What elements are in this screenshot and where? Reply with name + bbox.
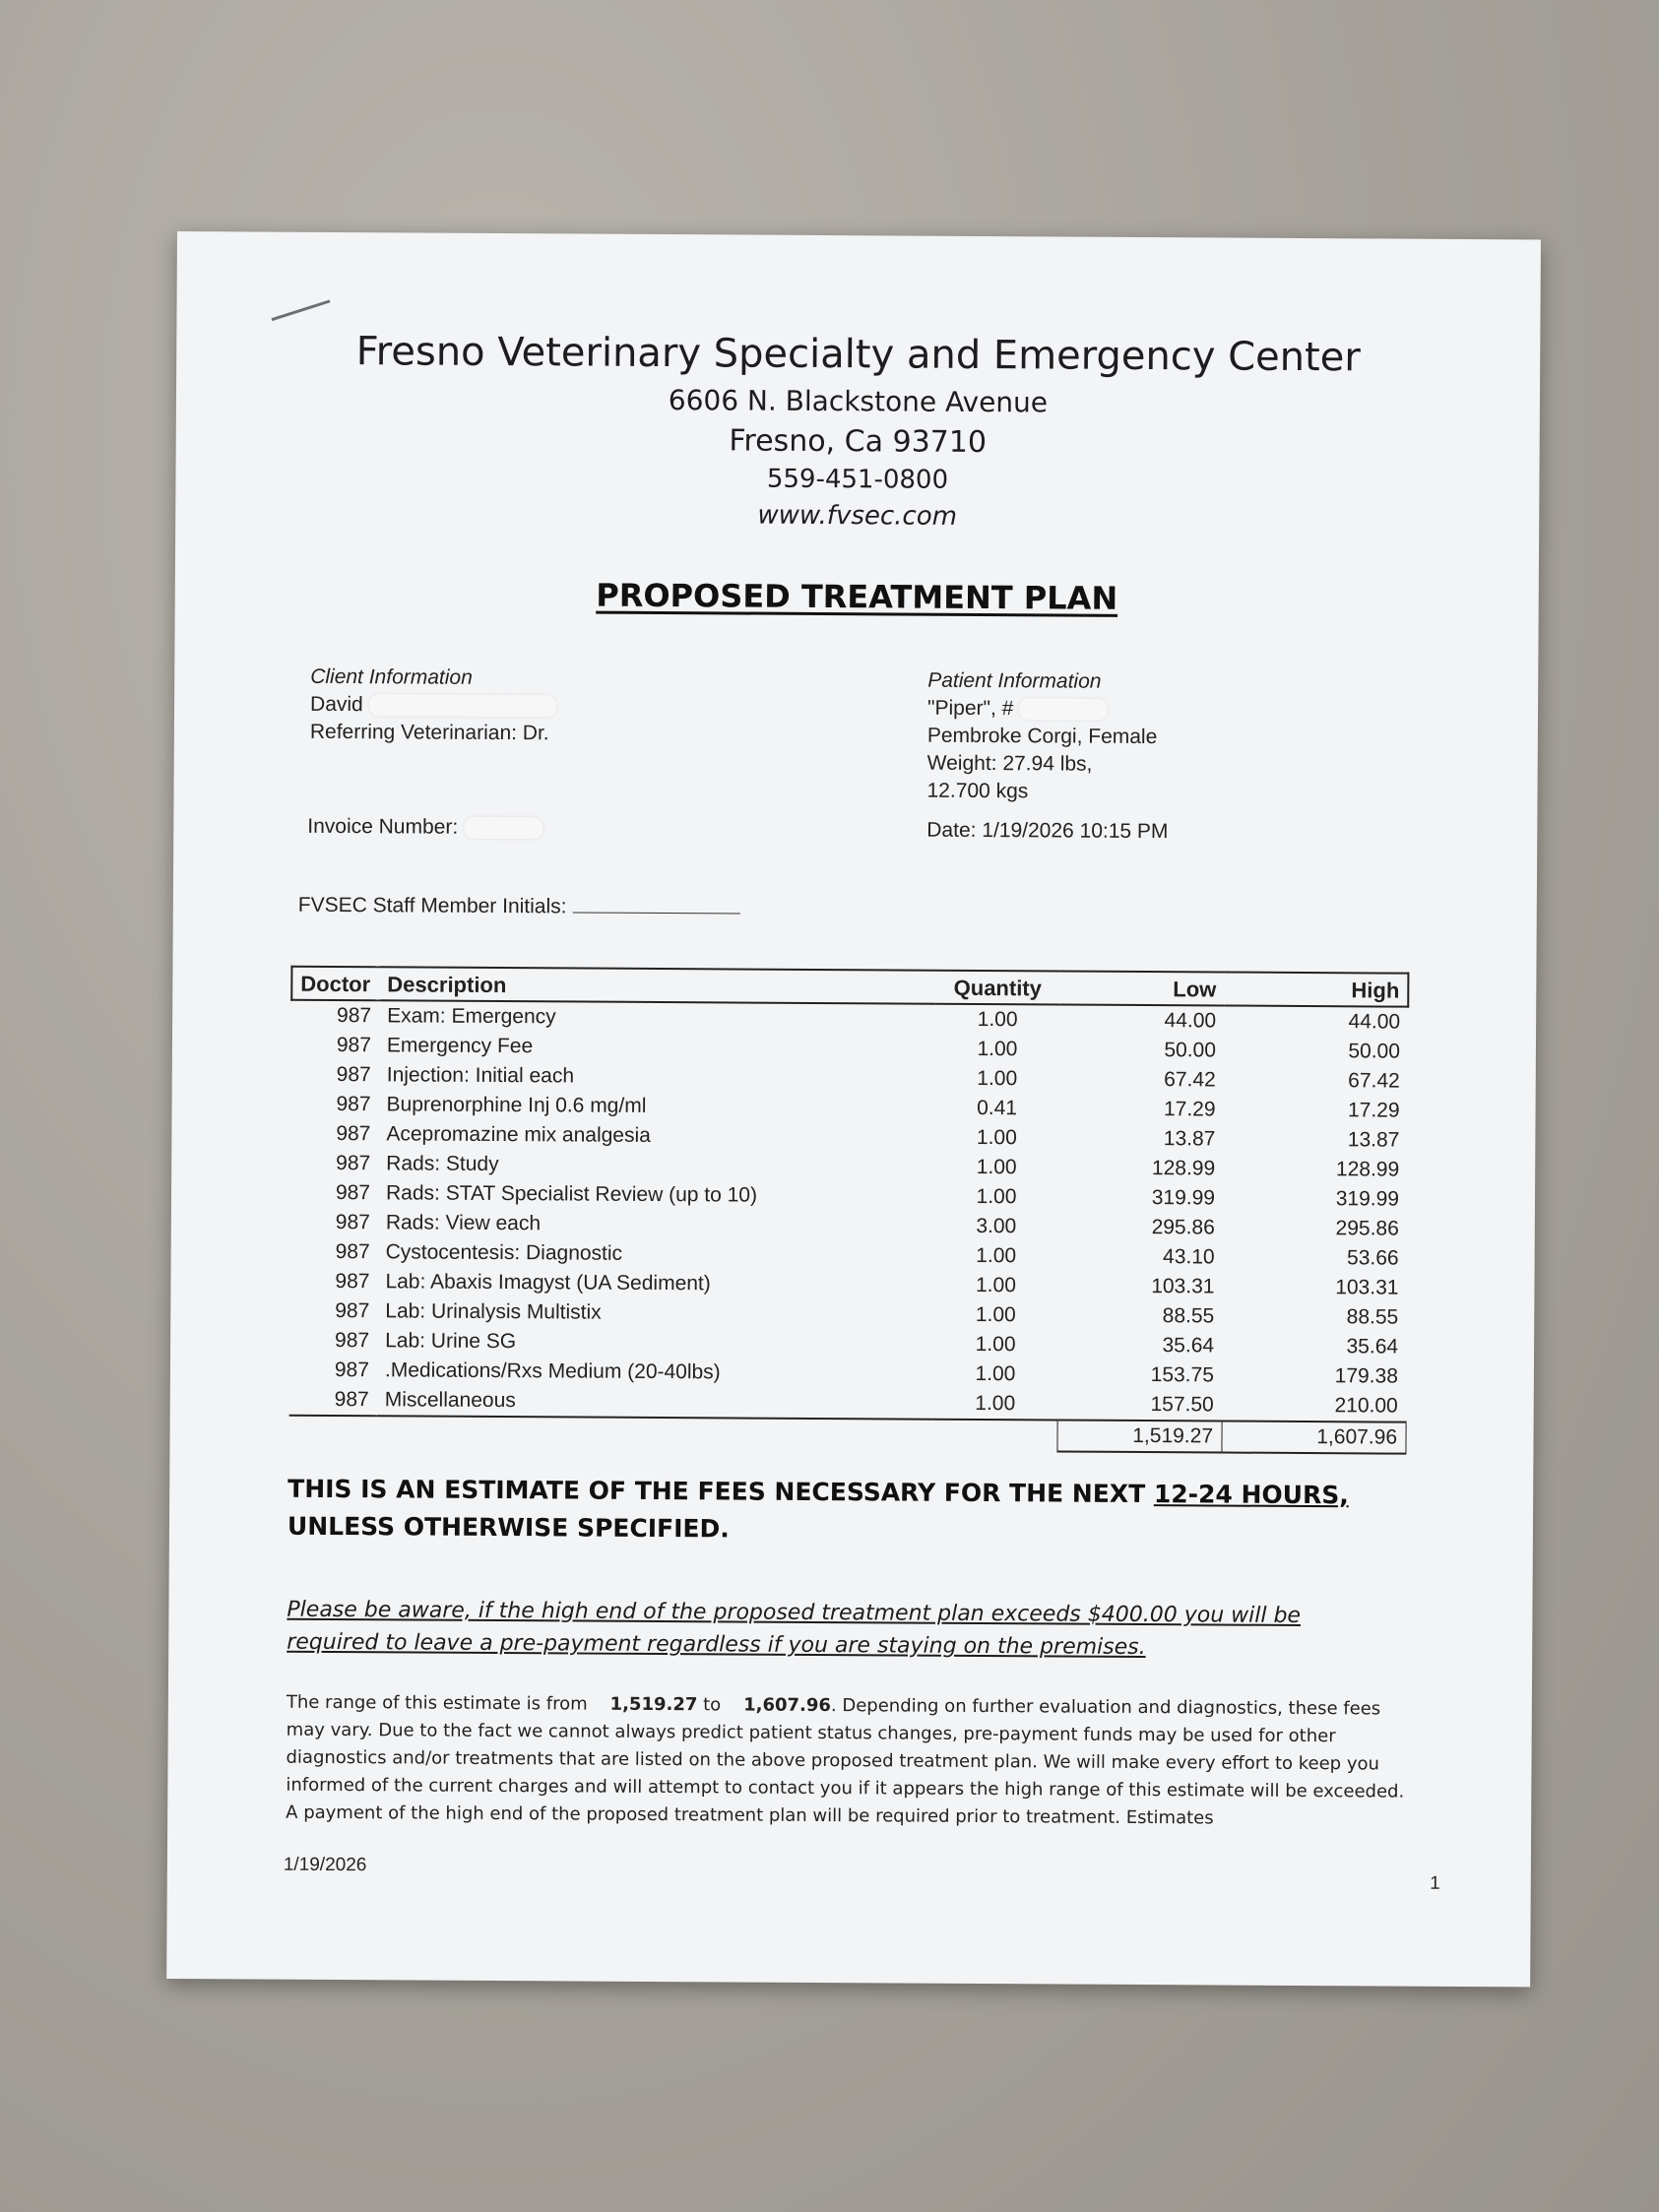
cell-quantity: 1.00 bbox=[975, 1273, 1016, 1297]
cell-doctor: 987 bbox=[336, 1152, 371, 1175]
range-body: . Depending on further evaluation and diagnostics, these fees may vary. Due to the fact we cannot always predict patient status changes, pre-payment funds may be used for other diagnostics and/or treatments that are listed on the above proposed treatment plan. We will make every effort to keep you informed of the current charges and will attempt to contact you if it appears the high range of this estimate will be exceeded. A payment of the high end of the proposed treatment plan will be required prior to treatment. Estimates bbox=[286, 1695, 1405, 1829]
cell-high: 128.99 bbox=[1335, 1158, 1400, 1181]
cell-quantity: 1.00 bbox=[975, 1332, 1016, 1357]
patient-weight-lbs: Weight: 27.94 lbs, bbox=[926, 751, 1093, 776]
col-high: High bbox=[1224, 973, 1408, 1007]
page-number: 1 bbox=[1430, 1872, 1440, 1894]
cell-low: 67.42 bbox=[1164, 1068, 1216, 1092]
cell-quantity: 3.00 bbox=[976, 1214, 1017, 1238]
cell-low: 295.86 bbox=[1151, 1216, 1215, 1239]
cell-quantity: 1.00 bbox=[976, 1155, 1017, 1179]
invoice-label: Invoice Number: bbox=[307, 814, 459, 839]
cell-description: Miscellaneous bbox=[384, 1388, 516, 1413]
document-page bbox=[166, 231, 1541, 1987]
prepayment-notice: Please be aware, if the high end of the proposed treatment plan exceeds $400.00 you will be required to leave a pre-payment regardless if you are staying on the premises. bbox=[287, 1597, 1302, 1661]
staff-initials-label: FVSEC Staff Member Initials: bbox=[297, 893, 567, 918]
cell-low: 103.31 bbox=[1151, 1275, 1215, 1298]
cell-description: Rads: Study bbox=[386, 1152, 499, 1176]
estimate-notice bbox=[287, 1471, 1371, 1552]
cell-low: 88.55 bbox=[1162, 1304, 1215, 1328]
cell-low: 17.29 bbox=[1163, 1098, 1216, 1121]
cell-low: 35.64 bbox=[1162, 1334, 1215, 1358]
staff-initials bbox=[298, 894, 740, 920]
page-title bbox=[175, 574, 1539, 619]
cell-low: 128.99 bbox=[1151, 1157, 1216, 1180]
cell-low: 153.75 bbox=[1150, 1363, 1214, 1387]
cell-description: Emergency Fee bbox=[386, 1034, 534, 1058]
cell-doctor: 987 bbox=[336, 1122, 371, 1146]
cell-description: Acepromazine mix analgesia bbox=[386, 1122, 651, 1147]
col-description: Description bbox=[379, 967, 935, 1003]
patient-weight-kgs: 12.700 kgs bbox=[926, 779, 1029, 803]
cell-description: Lab: Urinalysis Multistix bbox=[385, 1299, 602, 1324]
cell-description: Injection: Initial each bbox=[386, 1063, 575, 1088]
cell-doctor: 987 bbox=[335, 1211, 370, 1234]
cell-doctor: 987 bbox=[334, 1387, 369, 1412]
cell-high: 50.00 bbox=[1348, 1040, 1401, 1063]
client-info-heading: Client Information bbox=[310, 664, 473, 689]
cell-low: 43.10 bbox=[1163, 1245, 1215, 1269]
fee-table bbox=[287, 966, 1409, 1455]
client-name: David bbox=[309, 692, 363, 717]
cell-low: 50.00 bbox=[1164, 1039, 1217, 1062]
patient-name-row bbox=[927, 695, 1158, 724]
invoice-number bbox=[307, 813, 542, 842]
redacted-block bbox=[369, 695, 556, 718]
patient-name: "Piper", # bbox=[926, 696, 1014, 721]
cell-doctor: 987 bbox=[335, 1298, 370, 1323]
estimate-prefix: THIS IS AN ESTIMATE OF THE FEES NECESSARY FOR THE NEXT bbox=[287, 1474, 1154, 1509]
clinic-address-line1: 6606 N. Blackstone Avenue bbox=[668, 384, 1049, 419]
cell-description: Buprenorphine Inj 0.6 mg/ml bbox=[386, 1093, 647, 1117]
range-high: 1,607.96 bbox=[743, 1694, 832, 1717]
range-to: to bbox=[703, 1694, 722, 1716]
col-quantity: Quantity bbox=[935, 971, 1059, 1005]
clinic-phone: 559-451-0800 bbox=[766, 464, 949, 495]
signature-line bbox=[572, 896, 739, 914]
cell-low: 13.87 bbox=[1163, 1127, 1216, 1151]
range-prefix: The range of this estimate is from bbox=[286, 1691, 588, 1715]
visit-date: Date: 1/19/2026 10:15 PM bbox=[926, 818, 1169, 844]
cell-description: Cystocentesis: Diagnostic bbox=[385, 1240, 623, 1265]
patient-info bbox=[926, 667, 1157, 806]
cell-description: Rads: STAT Specialist Review (up to 10) bbox=[385, 1181, 758, 1207]
cell-doctor: 987 bbox=[335, 1328, 370, 1353]
cell-description: Lab: Abaxis Imagyst (UA Sediment) bbox=[385, 1270, 711, 1296]
client-name-row bbox=[310, 691, 556, 721]
cell-high: 67.42 bbox=[1348, 1069, 1400, 1093]
redacted-block bbox=[1019, 699, 1108, 722]
col-doctor: Doctor bbox=[291, 967, 379, 1001]
empty-cell bbox=[288, 1416, 376, 1448]
cell-high: 35.64 bbox=[1346, 1335, 1399, 1359]
cell-quantity: 1.00 bbox=[976, 1243, 1017, 1268]
cell-doctor: 987 bbox=[335, 1270, 370, 1294]
cell-low: 319.99 bbox=[1151, 1186, 1216, 1210]
estimate-range-paragraph bbox=[286, 1689, 1409, 1834]
staple-mark bbox=[272, 299, 331, 321]
cell-quantity: 1.00 bbox=[977, 1066, 1018, 1091]
referring-vet: Referring Veterinarian: Dr. bbox=[309, 720, 549, 745]
cell-doctor: 987 bbox=[336, 1063, 371, 1087]
patient-info-heading: Patient Information bbox=[927, 668, 1102, 693]
cell-description: Exam: Emergency bbox=[387, 1004, 556, 1029]
footer-date: 1/19/2026 bbox=[283, 1854, 367, 1876]
cell-low: 157.50 bbox=[1150, 1393, 1214, 1417]
cell-quantity: 0.41 bbox=[977, 1096, 1018, 1120]
cell-quantity: 1.00 bbox=[975, 1391, 1016, 1416]
cell-high: 88.55 bbox=[1346, 1305, 1399, 1329]
empty-cell bbox=[932, 1420, 1056, 1452]
cell-doctor: 987 bbox=[334, 1358, 370, 1382]
cell-doctor: 987 bbox=[337, 1004, 372, 1028]
cell-quantity: 1.00 bbox=[977, 1007, 1018, 1032]
cell-doctor: 987 bbox=[336, 1034, 372, 1057]
cell-quantity: 1.00 bbox=[976, 1125, 1017, 1150]
cell-quantity: 1.00 bbox=[975, 1361, 1016, 1386]
clinic-address-line2: Fresno, Ca 93710 bbox=[729, 423, 988, 461]
redacted-block bbox=[464, 817, 542, 839]
totals-row bbox=[288, 1416, 1405, 1454]
total-high: 1,607.96 bbox=[1221, 1422, 1405, 1454]
cell-quantity: 1.00 bbox=[976, 1184, 1017, 1209]
patient-breed: Pembroke Corgi, Female bbox=[926, 724, 1158, 749]
cell-doctor: 987 bbox=[336, 1093, 371, 1116]
col-low: Low bbox=[1059, 971, 1224, 1005]
page-title-text: PROPOSED TREATMENT PLAN bbox=[596, 576, 1118, 617]
cell-high: 103.31 bbox=[1335, 1276, 1399, 1299]
cell-high: 295.86 bbox=[1335, 1217, 1399, 1240]
client-info bbox=[310, 664, 556, 748]
clinic-website: www.fvsec.com bbox=[757, 500, 958, 532]
cell-doctor: 987 bbox=[335, 1240, 370, 1264]
cell-description: .Medications/Rxs Medium (20-40lbs) bbox=[384, 1359, 721, 1384]
empty-cell bbox=[376, 1416, 932, 1450]
cell-high: 53.66 bbox=[1347, 1246, 1399, 1270]
estimate-line2: UNLESS OTHERWISE SPECIFIED. bbox=[287, 1511, 730, 1544]
range-low: 1,519.27 bbox=[609, 1693, 698, 1716]
cell-quantity: 1.00 bbox=[977, 1037, 1018, 1061]
cell-description: Lab: Urine SG bbox=[385, 1329, 517, 1354]
cell-doctor: 987 bbox=[335, 1181, 371, 1205]
cell-low: 44.00 bbox=[1164, 1009, 1217, 1033]
cell-high: 13.87 bbox=[1347, 1128, 1400, 1152]
estimate-hours: 12-24 HOURS, bbox=[1153, 1480, 1349, 1510]
clinic-name: Fresno Veterinary Specialty and Emergency Center bbox=[355, 329, 1361, 381]
total-low: 1,519.27 bbox=[1056, 1420, 1221, 1452]
cell-description: Rads: View each bbox=[385, 1211, 542, 1235]
cell-high: 210.00 bbox=[1334, 1394, 1398, 1418]
cell-high: 17.29 bbox=[1347, 1099, 1400, 1122]
cell-quantity: 1.00 bbox=[975, 1302, 1016, 1327]
cell-high: 44.00 bbox=[1348, 1010, 1401, 1034]
cell-high: 179.38 bbox=[1334, 1364, 1398, 1388]
cell-high: 319.99 bbox=[1335, 1187, 1400, 1211]
